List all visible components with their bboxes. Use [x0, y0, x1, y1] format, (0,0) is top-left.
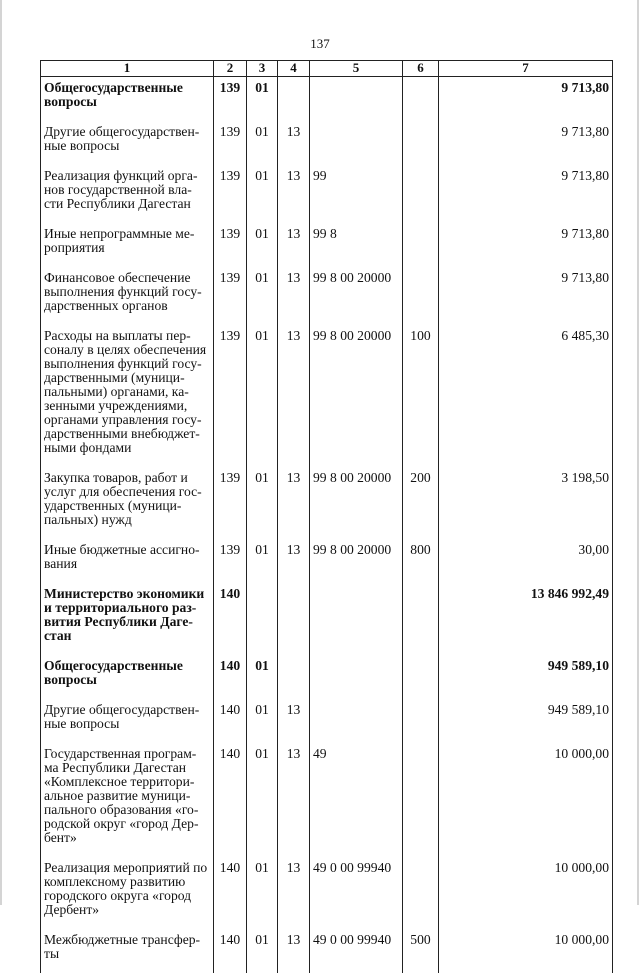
row-target-article: 49 0 00 99940 — [310, 929, 403, 973]
row-subsection-code: 13 — [278, 267, 310, 325]
table-row — [41, 77, 613, 122]
row-expense-type — [403, 223, 439, 267]
row-amount: 6 485,30 — [439, 325, 613, 467]
row-target-article — [310, 121, 403, 165]
table-row — [41, 655, 613, 699]
row-name: Иные непрограммные ме-роприятия — [41, 223, 214, 267]
row-name: Государственная програм-ма Республики Дагестан «Комплексное территори-альное развитие муници-пального образования «го-родской округ «город Дер-бент» — [41, 743, 214, 857]
row-expense-type — [403, 165, 439, 223]
row-expense-type: 500 — [403, 929, 439, 973]
row-amount: 10 000,00 — [439, 857, 613, 929]
row-target-article: 99 8 00 20000 — [310, 467, 403, 539]
row-subsection-code — [278, 77, 310, 122]
row-amount: 949 589,10 — [439, 699, 613, 743]
row-grbs-code: 140 — [214, 857, 247, 929]
row-target-article: 99 8 00 20000 — [310, 539, 403, 583]
row-amount: 10 000,00 — [439, 929, 613, 973]
table-row — [41, 539, 613, 583]
header-col-2: 2 — [214, 61, 247, 77]
row-grbs-code: 140 — [214, 583, 247, 655]
row-grbs-code: 139 — [214, 267, 247, 325]
row-name: Общегосударственные вопросы — [41, 655, 214, 699]
row-grbs-code: 139 — [214, 77, 247, 122]
row-target-article: 99 8 00 20000 — [310, 325, 403, 467]
row-expense-type: 100 — [403, 325, 439, 467]
table-row — [41, 857, 613, 929]
row-amount: 13 846 992,49 — [439, 583, 613, 655]
row-amount: 949 589,10 — [439, 655, 613, 699]
row-subsection-code: 13 — [278, 325, 310, 467]
row-name: Другие общегосударствен-ные вопросы — [41, 121, 214, 165]
row-name: Межбюджетные трансфер-ты — [41, 929, 214, 973]
row-name: Реализация мероприятий по комплексному развитию городского округа «город Дербент» — [41, 857, 214, 929]
table-row — [41, 583, 613, 655]
row-expense-type — [403, 655, 439, 699]
row-grbs-code: 139 — [214, 121, 247, 165]
row-grbs-code: 139 — [214, 539, 247, 583]
row-target-article — [310, 699, 403, 743]
row-section-code: 01 — [247, 121, 278, 165]
row-target-article — [310, 655, 403, 699]
row-subsection-code: 13 — [278, 467, 310, 539]
row-expense-type — [403, 857, 439, 929]
table-row — [41, 467, 613, 539]
row-name: Другие общегосударствен-ные вопросы — [41, 699, 214, 743]
row-target-article: 49 0 00 99940 — [310, 857, 403, 929]
row-name: Реализация функций орга-нов государственной вла-сти Республики Дагестан — [41, 165, 214, 223]
row-amount: 9 713,80 — [439, 223, 613, 267]
row-amount: 10 000,00 — [439, 743, 613, 857]
scan-right-edge — [637, 0, 639, 905]
row-amount: 9 713,80 — [439, 267, 613, 325]
row-subsection-code — [278, 655, 310, 699]
row-name: Закупка товаров, работ и услуг для обеспечения гос-ударственных (муници-пальных) нужд — [41, 467, 214, 539]
row-grbs-code: 139 — [214, 223, 247, 267]
row-section-code: 01 — [247, 857, 278, 929]
row-section-code: 01 — [247, 223, 278, 267]
row-grbs-code: 139 — [214, 325, 247, 467]
row-expense-type — [403, 267, 439, 325]
row-name: Финансовое обеспечение выполнения функций госу-дарственных органов — [41, 267, 214, 325]
row-section-code: 01 — [247, 929, 278, 973]
row-subsection-code: 13 — [278, 929, 310, 973]
row-amount: 9 713,80 — [439, 77, 613, 122]
table-row — [41, 929, 613, 973]
header-col-7: 7 — [439, 61, 613, 77]
row-section-code: 01 — [247, 539, 278, 583]
row-section-code: 01 — [247, 743, 278, 857]
row-subsection-code: 13 — [278, 121, 310, 165]
row-subsection-code: 13 — [278, 857, 310, 929]
row-subsection-code — [278, 583, 310, 655]
row-expense-type — [403, 583, 439, 655]
table-row — [41, 699, 613, 743]
row-section-code: 01 — [247, 699, 278, 743]
row-subsection-code: 13 — [278, 539, 310, 583]
row-subsection-code: 13 — [278, 223, 310, 267]
header-col-5: 5 — [310, 61, 403, 77]
scan-left-edge — [0, 0, 2, 905]
row-target-article: 99 8 00 20000 — [310, 267, 403, 325]
header-col-1: 1 — [41, 61, 214, 77]
row-grbs-code: 140 — [214, 699, 247, 743]
row-subsection-code: 13 — [278, 743, 310, 857]
row-grbs-code: 140 — [214, 655, 247, 699]
row-name: Общегосударственные вопросы — [41, 77, 214, 122]
row-section-code: 01 — [247, 655, 278, 699]
row-target-article — [310, 77, 403, 122]
row-subsection-code: 13 — [278, 165, 310, 223]
table-row — [41, 743, 613, 857]
row-expense-type: 800 — [403, 539, 439, 583]
row-section-code: 01 — [247, 77, 278, 122]
row-grbs-code: 140 — [214, 929, 247, 973]
table-row — [41, 223, 613, 267]
row-amount: 3 198,50 — [439, 467, 613, 539]
row-section-code: 01 — [247, 165, 278, 223]
row-amount: 9 713,80 — [439, 121, 613, 165]
row-expense-type: 200 — [403, 467, 439, 539]
row-amount: 30,00 — [439, 539, 613, 583]
row-name: Министерство экономики и территориального раз-вития Республики Даге-стан — [41, 583, 214, 655]
table-row — [41, 267, 613, 325]
row-expense-type — [403, 77, 439, 122]
row-section-code: 01 — [247, 325, 278, 467]
row-subsection-code: 13 — [278, 699, 310, 743]
row-name: Иные бюджетные ассигно-вания — [41, 539, 214, 583]
row-target-article: 49 — [310, 743, 403, 857]
row-expense-type — [403, 699, 439, 743]
budget-table — [40, 60, 613, 973]
row-expense-type — [403, 121, 439, 165]
row-section-code: 01 — [247, 467, 278, 539]
table-row — [41, 121, 613, 165]
page-number: 137 — [310, 36, 330, 51]
header-col-6: 6 — [403, 61, 439, 77]
row-target-article: 99 — [310, 165, 403, 223]
row-expense-type — [403, 743, 439, 857]
row-target-article: 99 8 — [310, 223, 403, 267]
row-amount: 9 713,80 — [439, 165, 613, 223]
row-section-code — [247, 583, 278, 655]
row-name: Расходы на выплаты пер-соналу в целях обеспечения выполнения функций госу-дарственными (муници-пальными) органами, ка-зенными учреждениями, органами управления госу-дарственными внебюджет-ными фондами — [41, 325, 214, 467]
header-row — [41, 61, 613, 77]
row-section-code: 01 — [247, 267, 278, 325]
row-grbs-code: 139 — [214, 467, 247, 539]
row-grbs-code: 140 — [214, 743, 247, 857]
row-target-article — [310, 583, 403, 655]
header-col-4: 4 — [278, 61, 310, 77]
row-grbs-code: 139 — [214, 165, 247, 223]
header-col-3: 3 — [247, 61, 278, 77]
table-row — [41, 165, 613, 223]
table-row — [41, 325, 613, 467]
